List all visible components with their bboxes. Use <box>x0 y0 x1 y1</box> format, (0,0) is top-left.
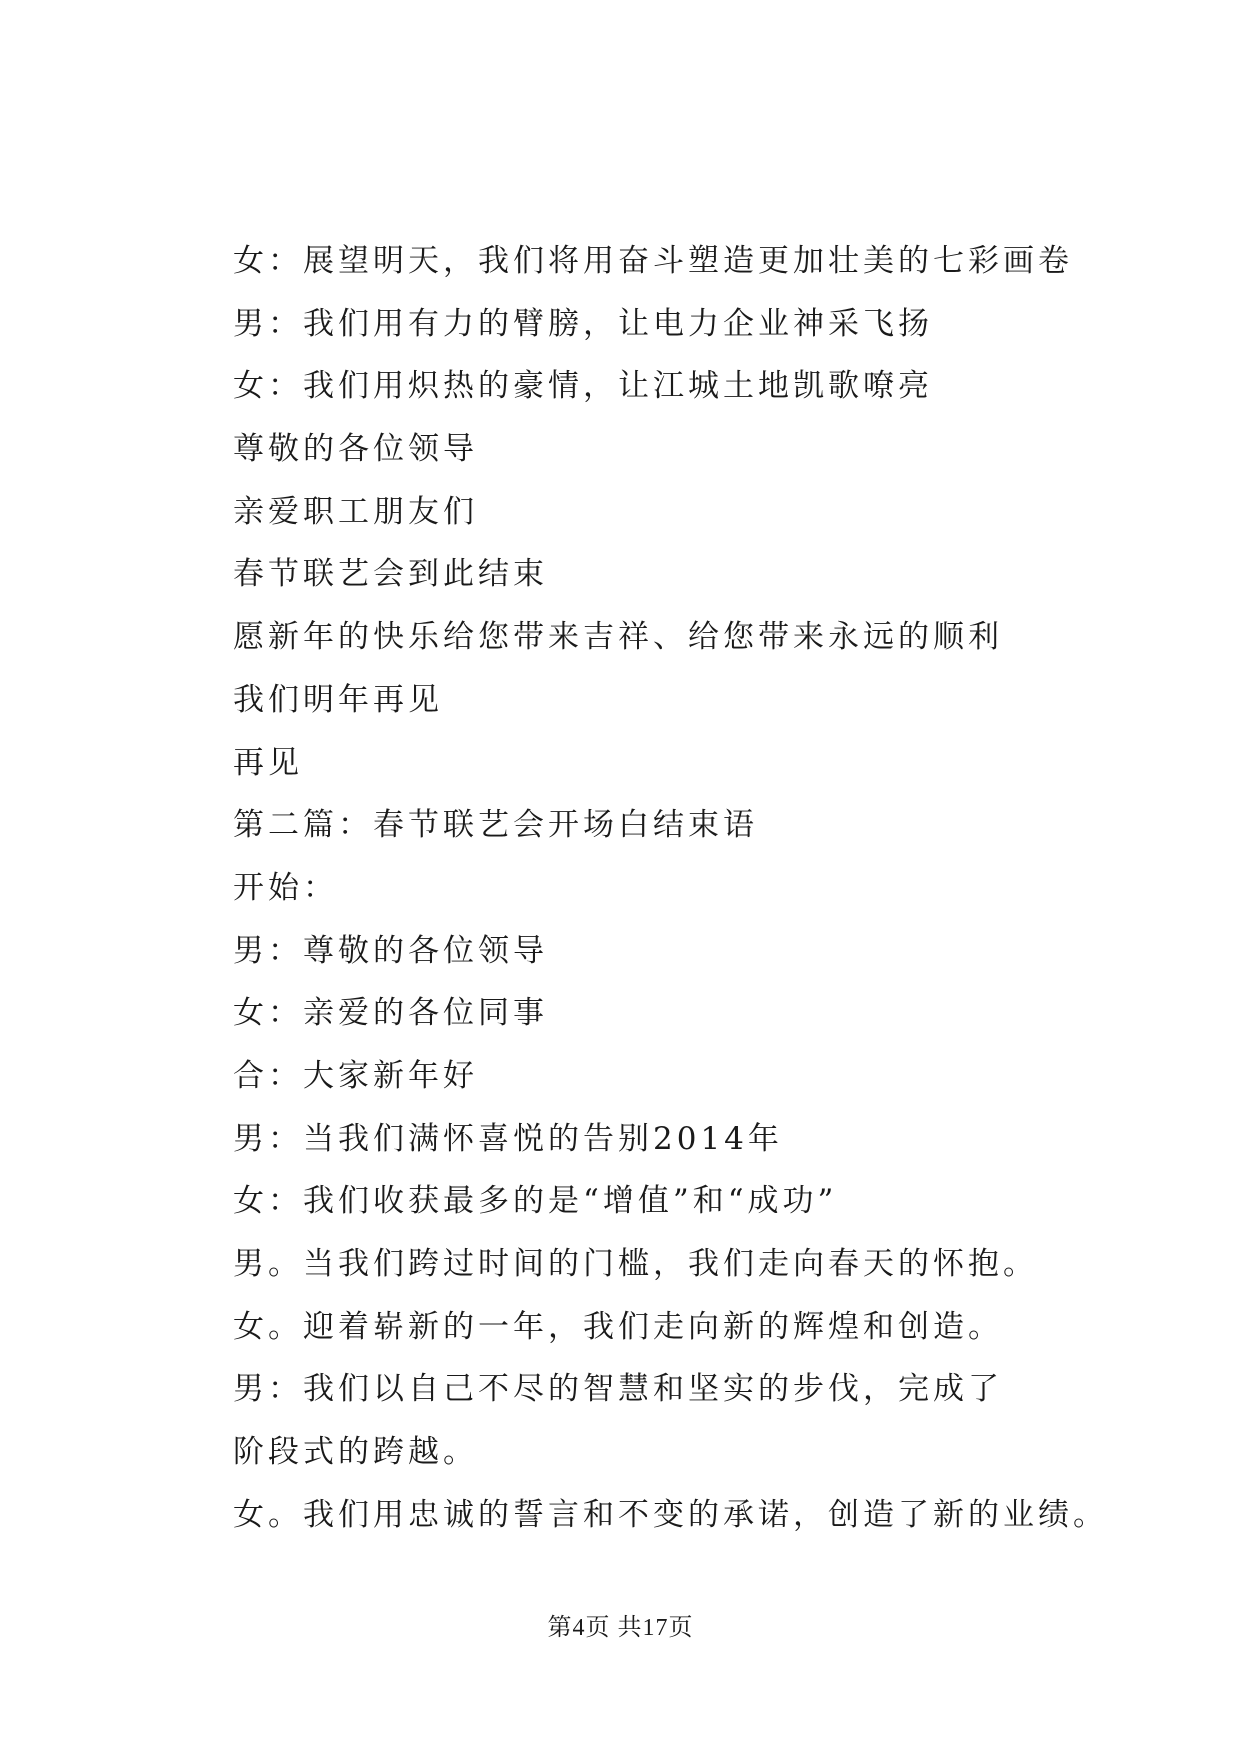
text-line: 开始： <box>233 869 338 906</box>
text-line: 男。当我们跨过时间的门槛，我们走向春天的怀抱。 <box>233 1246 1038 1282</box>
text-line: 尊敬的各位领导 <box>233 431 478 468</box>
text-line: 男：我们以自己不尽的智慧和坚实的步伐，完成了 <box>233 1371 1003 1408</box>
text-line: 男：尊敬的各位领导 <box>233 932 548 969</box>
document-body <box>233 230 1133 1546</box>
text-line: 女：我们用炽热的豪情，让江城土地凯歌嘹亮 <box>233 368 933 405</box>
text-line: 男：当我们满怀喜悦的告别2014年 <box>233 1120 783 1157</box>
text-line: 女：亲爱的各位同事 <box>233 995 548 1032</box>
section-heading: 第二篇：春节联艺会开场白结束语 <box>233 807 758 844</box>
text-line: 女。我们用忠诚的誓言和不变的承诺，创造了新的业绩。 <box>233 1496 1108 1533</box>
text-line: 阶段式的跨越。 <box>233 1434 478 1471</box>
text-line: 女：展望明天，我们将用奋斗塑造更加壮美的七彩画卷 <box>233 243 1073 279</box>
page-number-footer: 第4页 共17页 <box>547 1615 694 1641</box>
text-line: 亲爱职工朋友们 <box>233 493 478 530</box>
text-line: 男：我们用有力的臂膀，让电力企业神采飞扬 <box>233 305 933 342</box>
text-line: 再见 <box>233 744 303 781</box>
text-line: 我们明年再见 <box>233 681 443 718</box>
text-line: 合：大家新年好 <box>233 1057 478 1094</box>
text-line: 春节联艺会到此结束 <box>233 556 548 593</box>
text-line: 女：我们收获最多的是“增值”和“成功” <box>233 1183 838 1220</box>
text-line: 愿新年的快乐给您带来吉祥、给您带来永远的顺利 <box>233 619 1003 656</box>
text-line: 女。迎着崭新的一年，我们走向新的辉煌和创造。 <box>233 1308 1003 1345</box>
